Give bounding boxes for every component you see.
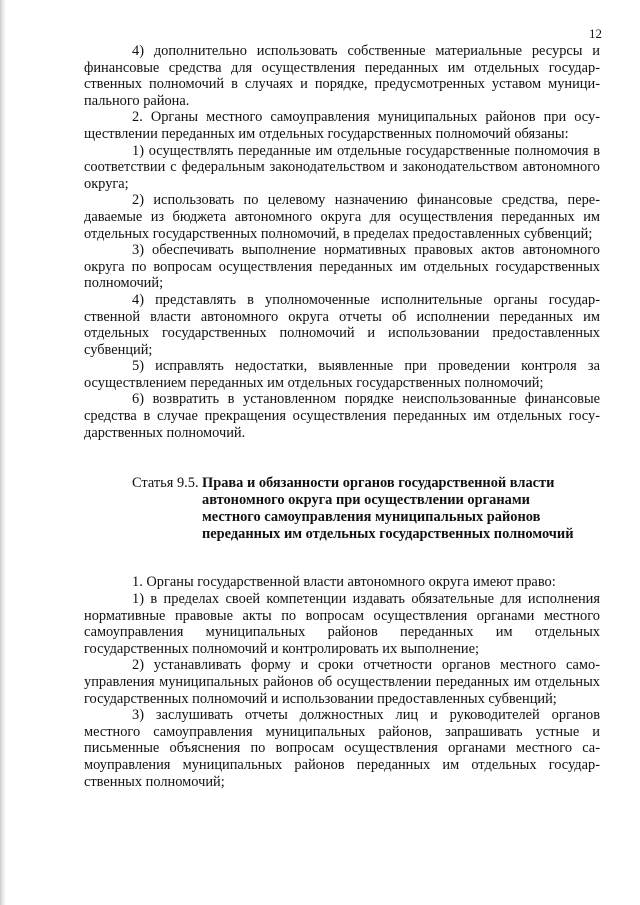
article-heading [84, 475, 600, 542]
article-title-line: Права и обязанности органов государственной власти [202, 475, 555, 492]
document-body [84, 43, 600, 790]
paragraph-obligations-intro: 2. Органы местного самоуправления муниципальных районов при осуществлении переданных им отдельных государственных полномочий обязаны: [84, 109, 600, 142]
paragraph-right-3: 3) заслушивать отчеты должностных лиц и руководителей органов местного самоуправления муниципальных районов, запрашивать устные и письменные объяснения по вопросам осуществления органами местного самоуправления муниципальных районов переданных им отдельных государственных полномочий; [84, 707, 600, 790]
article-label: Статья 9.5. [132, 475, 199, 492]
page-number: 12 [589, 26, 602, 41]
paragraph-obligation-4: 4) представлять в уполномоченные исполнительные органы государственной власти автономного округа отчеты об исполнении переданных им отдельных государственных полномочий и использовании предоставленных субвенций; [84, 291, 600, 358]
paragraph-obligation-2: 2) использовать по целевому назначению финансовые средства, передаваемые из бюджета автономного округа для осуществления переданных им отдельных государственных полномочий, в пределах предоставленных субвенций; [84, 192, 600, 242]
article-title-line: переданных им отдельных государственных полномочий [202, 525, 574, 542]
article-title-line: автономного округа при осуществлении органами [202, 492, 530, 509]
paragraph-right-2: 2) устанавливать форму и сроки отчетности органов местного самоуправления муниципальных районов об осуществлении переданных им отдельных государственных полномочий и использовании предоставленных субвенций; [84, 657, 600, 707]
paragraph-item-4-own-resources: 4) дополнительно использовать собственные материальные ресурсы и финансовые средства для осуществления переданных им отдельных государственных полномочий в случаях и порядке, предусмотренных уставом муниципального района. [84, 43, 600, 109]
paragraph-obligation-6: 6) возвратить в установленном порядке неиспользованные финансовые средства в случае прекращения осуществления переданных им отдельных государственных полномочий. [84, 391, 600, 441]
article-title-line: местного самоуправления муниципальных районов [202, 508, 541, 525]
paragraph-rights-intro: 1. Органы государственной власти автономного округа имеют право: [132, 574, 556, 591]
scan-edge-shadow [0, 0, 6, 905]
paragraph-obligation-3: 3) обеспечивать выполнение нормативных правовых актов автономного округа по вопросам осуществления переданных им отдельных государственных полномочий; [84, 242, 600, 292]
paragraph-obligation-5: 5) исправлять недостатки, выявленные при проведении контроля за осуществлением переданных им отдельных государственных полномочий; [84, 358, 600, 391]
paragraph-obligation-1: 1) осуществлять переданные им отдельные государственные полномочия в соответствии с федеральным законодательством и законодательством автономного округа; [84, 142, 600, 192]
paragraph-right-1: 1) в пределах своей компетенции издавать обязательные для исполнения нормативные правовые акты по вопросам осуществления органами местного самоуправления муниципальных районов переданных им отдельных государственных полномочий и контролировать их выполнение; [84, 591, 600, 657]
article-title [202, 475, 600, 542]
